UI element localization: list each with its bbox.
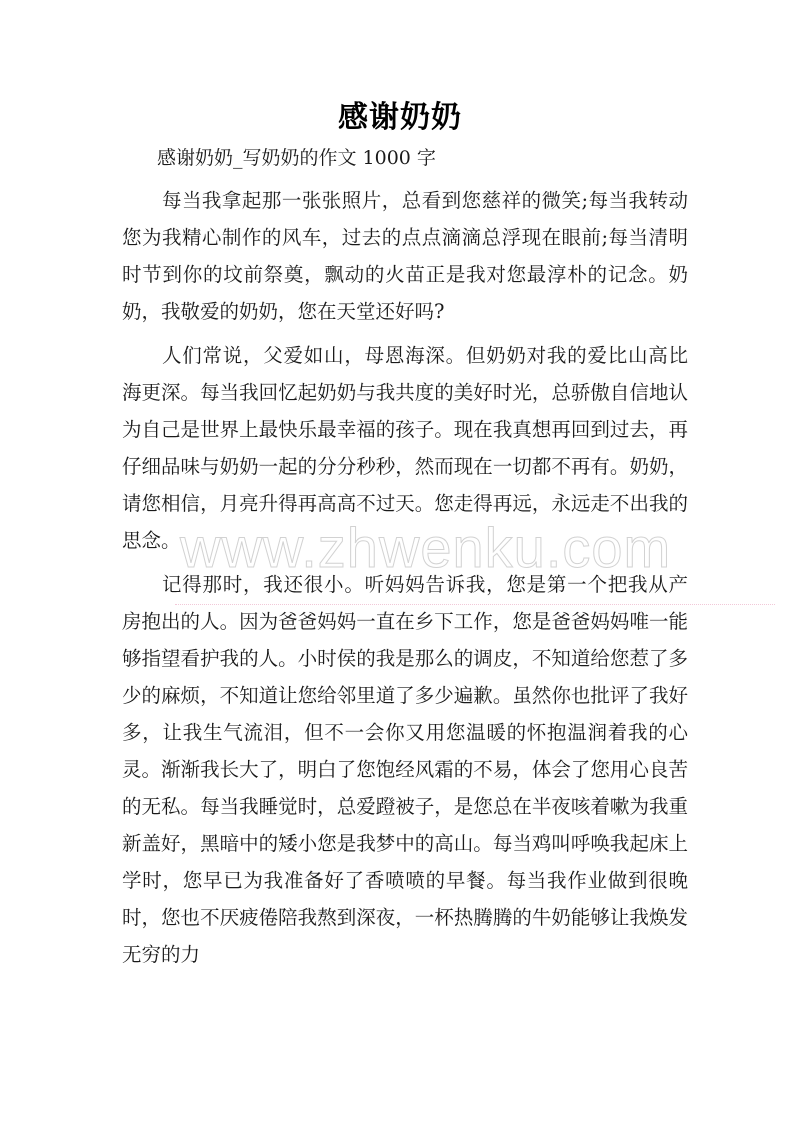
watermark: www.zhwenku.com — [180, 516, 672, 579]
document-body — [122, 182, 688, 980]
document-subtitle: 感谢奶奶_写奶奶的作文 1000 字 — [157, 147, 436, 169]
dotted-divider — [175, 604, 775, 605]
paragraph-1: 每当我拿起那一张张照片，总看到您慈祥的微笑;每当我转动您为我精心制作的风车，过去的点点滴滴总浮现在眼前;每当清明时节到你的坟前祭奠，飘动的火苗正是我对您最淳朴的记念。奶奶，我敬爱的奶奶，您在天堂还好吗? — [122, 189, 688, 323]
document-title: 感谢奶奶 — [338, 100, 462, 135]
paragraph-3: 记得那时，我还很小。听妈妈告诉我，您是第一个把我从产房抱出的人。因为爸爸妈妈一直在乡下工作，您是爸爸妈妈唯一能够指望看护我的人。小时侯的我是那么的调皮，不知道给您惹了多少的麻烦，不知道让您给邻里道了多少遍歉。虽然你也批评了我好多，让我生气流泪，但不一会你又用您温暖的怀抱温润着我的心灵。渐渐我长大了，明白了您饱经风霜的不易，体会了您用心良苦的无私。每当我睡觉时，总爱蹬被子，是您总在半夜咳着嗽为我重新盖好，黑暗中的矮小您是我梦中的高山。每当鸡叫呼唤我起床上学时，您早已为我准备好了香喷喷的早餐。每当我作业做到很晚时，您也不厌疲倦陪我熬到深夜，一杯热腾腾的牛奶能够让我焕发无穷的力 — [122, 573, 688, 966]
paragraph-2: 人们常说，父爱如山，母恩海深。但奶奶对我的爱比山高比海更深。每当我回忆起奶奶与我共度的美好时光，总骄傲自信地认为自己是世界上最快乐最幸福的孩子。现在我真想再回到过去，再仔细品味与奶奶一起的分分秒秒，然而现在一切都不再有。奶奶，请您相信，月亮升得再高高不过天。您走得再远，永远走不出我的思念。 — [122, 344, 688, 552]
